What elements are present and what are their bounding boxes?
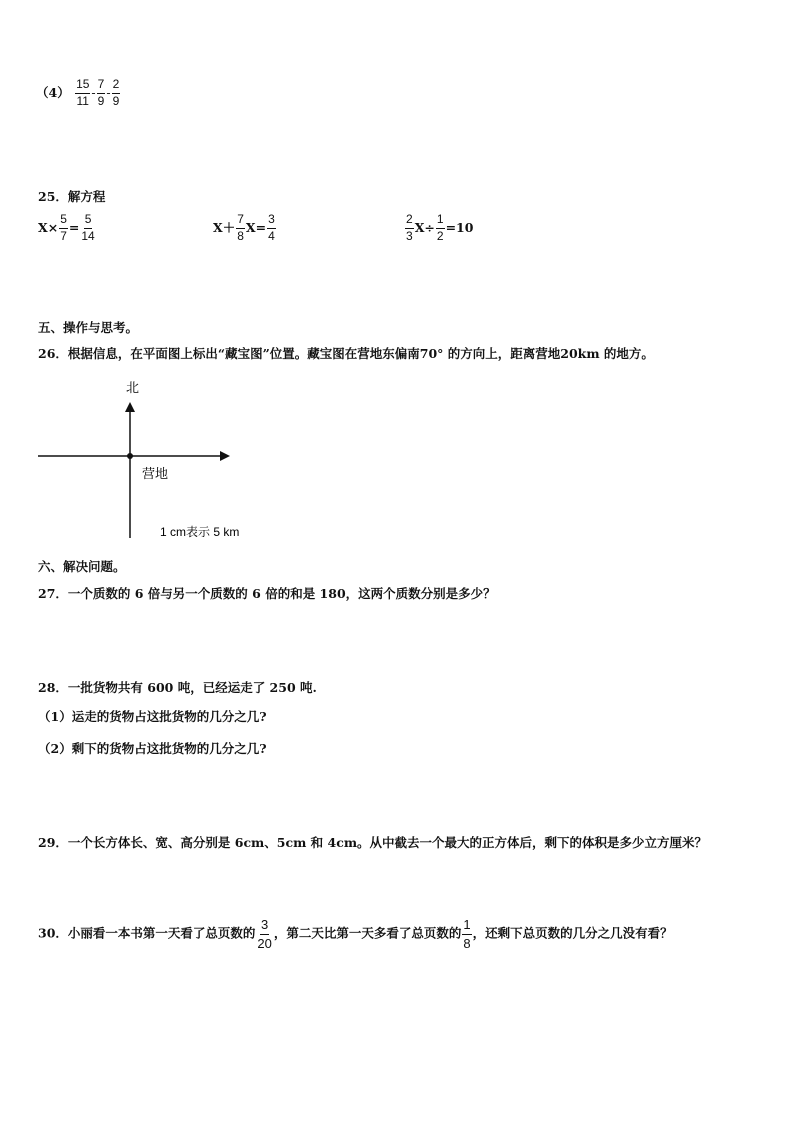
q28-sub-1: （1）运走的货物占这批货物的几分之几? xyxy=(38,709,267,724)
camp-label: 营地 xyxy=(142,466,169,481)
q26-text: 26．根据信息，在平面图上标出“藏宝图”位置。藏宝图在营地东偏南70° 的方向上，距离营地20km 的地方。 xyxy=(38,346,654,361)
q25-title: 25．解方程 xyxy=(38,189,106,204)
fraction: $\frac{2}{9}$ xyxy=(112,77,120,108)
q25-equation-1: X× $\frac{5}{7}$ = $\frac{5}{14}$ xyxy=(38,212,95,243)
camp-point xyxy=(127,453,133,459)
fraction: $\frac{2}{3}$ xyxy=(406,212,413,243)
fraction: $\frac{5}{14}$ xyxy=(81,212,95,243)
q24-item-4 xyxy=(36,78,121,109)
section-6-title: 六、解决问题。 xyxy=(38,559,126,574)
q29-text: 29．一个长方体长、宽、高分别是 6cm、5cm 和 4cm。从中截去一个最大的正方体后，剩下的体积是多少立方厘米？ xyxy=(38,835,708,850)
fraction: $\frac{3}{4}$ xyxy=(268,212,275,243)
q28-sub-2: （2）剩下的货物占这批货物的几分之几? xyxy=(38,741,267,756)
fraction: $\frac{7}{9}$ xyxy=(97,77,105,108)
operator: - xyxy=(91,84,96,100)
q27-text: 27．一个质数的 6 倍与另一个质数的 6 倍的和是 180，这两个质数分别是多少？ xyxy=(38,586,496,601)
fraction: $\frac{5}{7}$ xyxy=(60,212,67,243)
q25-equation-3: $\frac{2}{3}$ X÷ $\frac{1}{2}$ =10 xyxy=(406,212,474,243)
q30-text: 30．小丽看一本书第一天看了总页数的 $\frac{3}{20}$ ，第二天比第一天多看了总页数的 $\frac{1}{8}$ ，还剩下总页数的几分之几没有看？ xyxy=(38,917,673,951)
section-5-title: 五、操作与思考。 xyxy=(38,320,139,335)
scale-label: 1 cm表示 5 km xyxy=(160,525,240,539)
fraction: $\frac{1}{2}$ xyxy=(436,212,444,243)
fraction: $\frac{7}{8}$ xyxy=(237,212,244,243)
fraction: $\frac{15}{11}$ xyxy=(76,77,90,108)
item-label: （4） xyxy=(36,84,70,100)
operator: - xyxy=(106,84,111,100)
compass-diagram xyxy=(34,376,274,544)
north-label: 北 xyxy=(126,380,140,395)
fraction: $\frac{1}{8}$ xyxy=(463,917,471,951)
q25-equation-2: X＋ $\frac{7}{8}$ X= $\frac{3}{4}$ xyxy=(213,212,275,243)
q28-text: 28．一批货物共有 600 吨，已经运走了 250 吨. xyxy=(38,680,317,695)
fraction: $\frac{3}{20}$ xyxy=(257,917,272,951)
